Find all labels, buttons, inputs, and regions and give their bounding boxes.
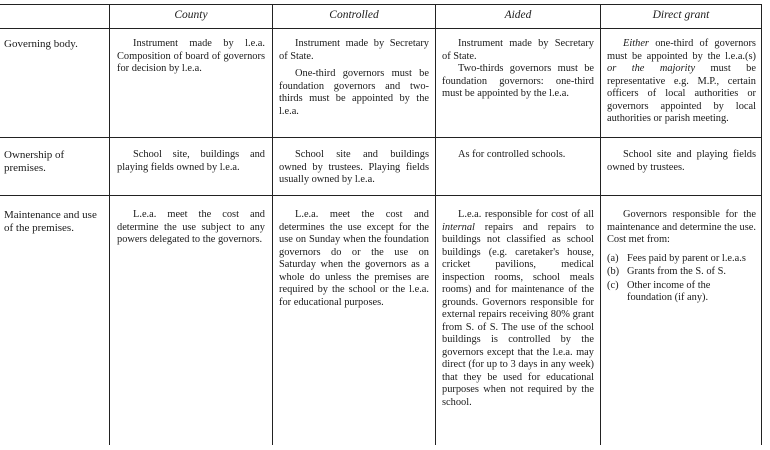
- governing-aided-text-1: Instrument made by Secretary of State.: [442, 38, 594, 62]
- rule-header-bottom: [0, 28, 762, 29]
- governing-controlled-text-1: Instrument made by Secretary of State.: [279, 38, 429, 62]
- ownership-aided-text: As for controlled schools.: [458, 149, 566, 160]
- rule-right: [761, 4, 762, 445]
- ownership-direct-text: School site and playing fields owned by trustees.: [607, 149, 756, 173]
- governing-direct-text: [607, 38, 756, 126]
- governing-direct-either: Either: [623, 38, 649, 49]
- list-item-mark: (a): [607, 252, 619, 264]
- governing-direct-part-b: must be representative e.g. M.P., certain officers of local authorities or governors appointed by local authorities or parish meeting.: [607, 63, 756, 124]
- rule-row2-bottom: [0, 195, 762, 196]
- list-item-text: Grants from the S. of S.: [627, 266, 726, 277]
- cell-governing-county: [117, 38, 265, 76]
- row-label-maintenance: Maintenance and use of the premises.: [4, 209, 97, 234]
- list-item-text: Other income of the foundation (if any).: [627, 279, 711, 303]
- list-item: [607, 253, 756, 266]
- ownership-county-text: School site, buildings and playing fields owned by l.e.a.: [117, 149, 265, 173]
- header-controlled: Controlled: [329, 9, 379, 21]
- maintenance-county-text: L.e.a. meet the cost and determine the use subject to any powers delegated to the governors.: [117, 209, 265, 245]
- header-direct-grant: Direct grant: [652, 9, 710, 21]
- cell-governing-aided: [442, 38, 594, 101]
- cell-ownership-aided: [442, 149, 594, 162]
- cell-ownership-direct-grant: [607, 149, 756, 174]
- maintenance-aided-pre: L.e.a. responsible for cost of all: [458, 209, 594, 220]
- cell-governing-direct-grant: [607, 38, 756, 126]
- cell-maintenance-county: [117, 209, 265, 247]
- header-county: County: [174, 9, 208, 21]
- governing-direct-part-a: one-third of governors must be appointed by the l.e.a.(s): [607, 38, 756, 62]
- rule-col4: [600, 4, 601, 445]
- list-item-mark: (b): [607, 266, 620, 277]
- list-item: [607, 266, 756, 279]
- header-aided: Aided: [504, 9, 532, 21]
- cell-maintenance-direct-grant: [607, 209, 756, 306]
- governing-county-text: Instrument made by l.e.a. Composition of board of governors for decision by l.e.a.: [117, 38, 265, 74]
- ownership-controlled-text: School site and buildings owned by trustees. Playing fields usually owned by l.e.a.: [279, 149, 429, 185]
- maintenance-aided-post: repairs and repairs to buildings not classified as school buildings (e.g. caretaker's house, cricket pavilions, medical inspection rooms, school meals rooms) and for maintenance of the grounds. Governors responsible for external repairs receiving 80% grant from S. of S. The use of the school buildings is controlled by the governors except that the l.e.a. may direct (for up to 3 days in any week) that they be used for educational purposes when not required by the school.: [442, 221, 594, 408]
- list-item-mark: (c): [607, 279, 619, 291]
- maintenance-aided-internal: internal: [442, 221, 475, 233]
- rule-col3: [435, 4, 436, 445]
- cell-ownership-county: [117, 149, 265, 174]
- governing-aided-text-2: Two-thirds governors must be foundation governors: one-third must be appointed by the l.e.a.: [442, 63, 594, 99]
- rule-top: [0, 4, 762, 5]
- maintenance-aided-text: [442, 209, 594, 409]
- rule-row1-bottom: [0, 137, 762, 138]
- cell-governing-controlled: [279, 38, 429, 118]
- list-item-text: Fees paid by parent or l.e.a.s: [627, 252, 746, 264]
- cell-maintenance-controlled: [279, 209, 429, 309]
- rule-col1: [109, 4, 110, 445]
- governing-controlled-text-2: One-third governors must be foundation governors and two-thirds must be appointed by the l.e.a.: [279, 68, 429, 117]
- governing-direct-or: or the majority: [607, 63, 696, 74]
- rule-col2: [272, 4, 273, 445]
- list-item: [607, 280, 756, 305]
- maintenance-controlled-text: L.e.a. meet the cost and determines the use except for the use on Sunday when the foundation governors do or the use on Saturday when the governors as a whole do unless the premises are required by the school or the l.e.a. for educational purposes.: [279, 209, 429, 308]
- row-label-governing-body: Governing body.: [4, 38, 78, 50]
- maintenance-direct-list: [607, 253, 756, 305]
- cell-ownership-controlled: [279, 149, 429, 187]
- row-label-ownership: Ownership of premises.: [4, 149, 65, 174]
- maintenance-direct-intro: Governors responsible for the maintenance and determine the use. Cost met from:: [607, 209, 756, 245]
- cell-maintenance-aided: [442, 209, 594, 409]
